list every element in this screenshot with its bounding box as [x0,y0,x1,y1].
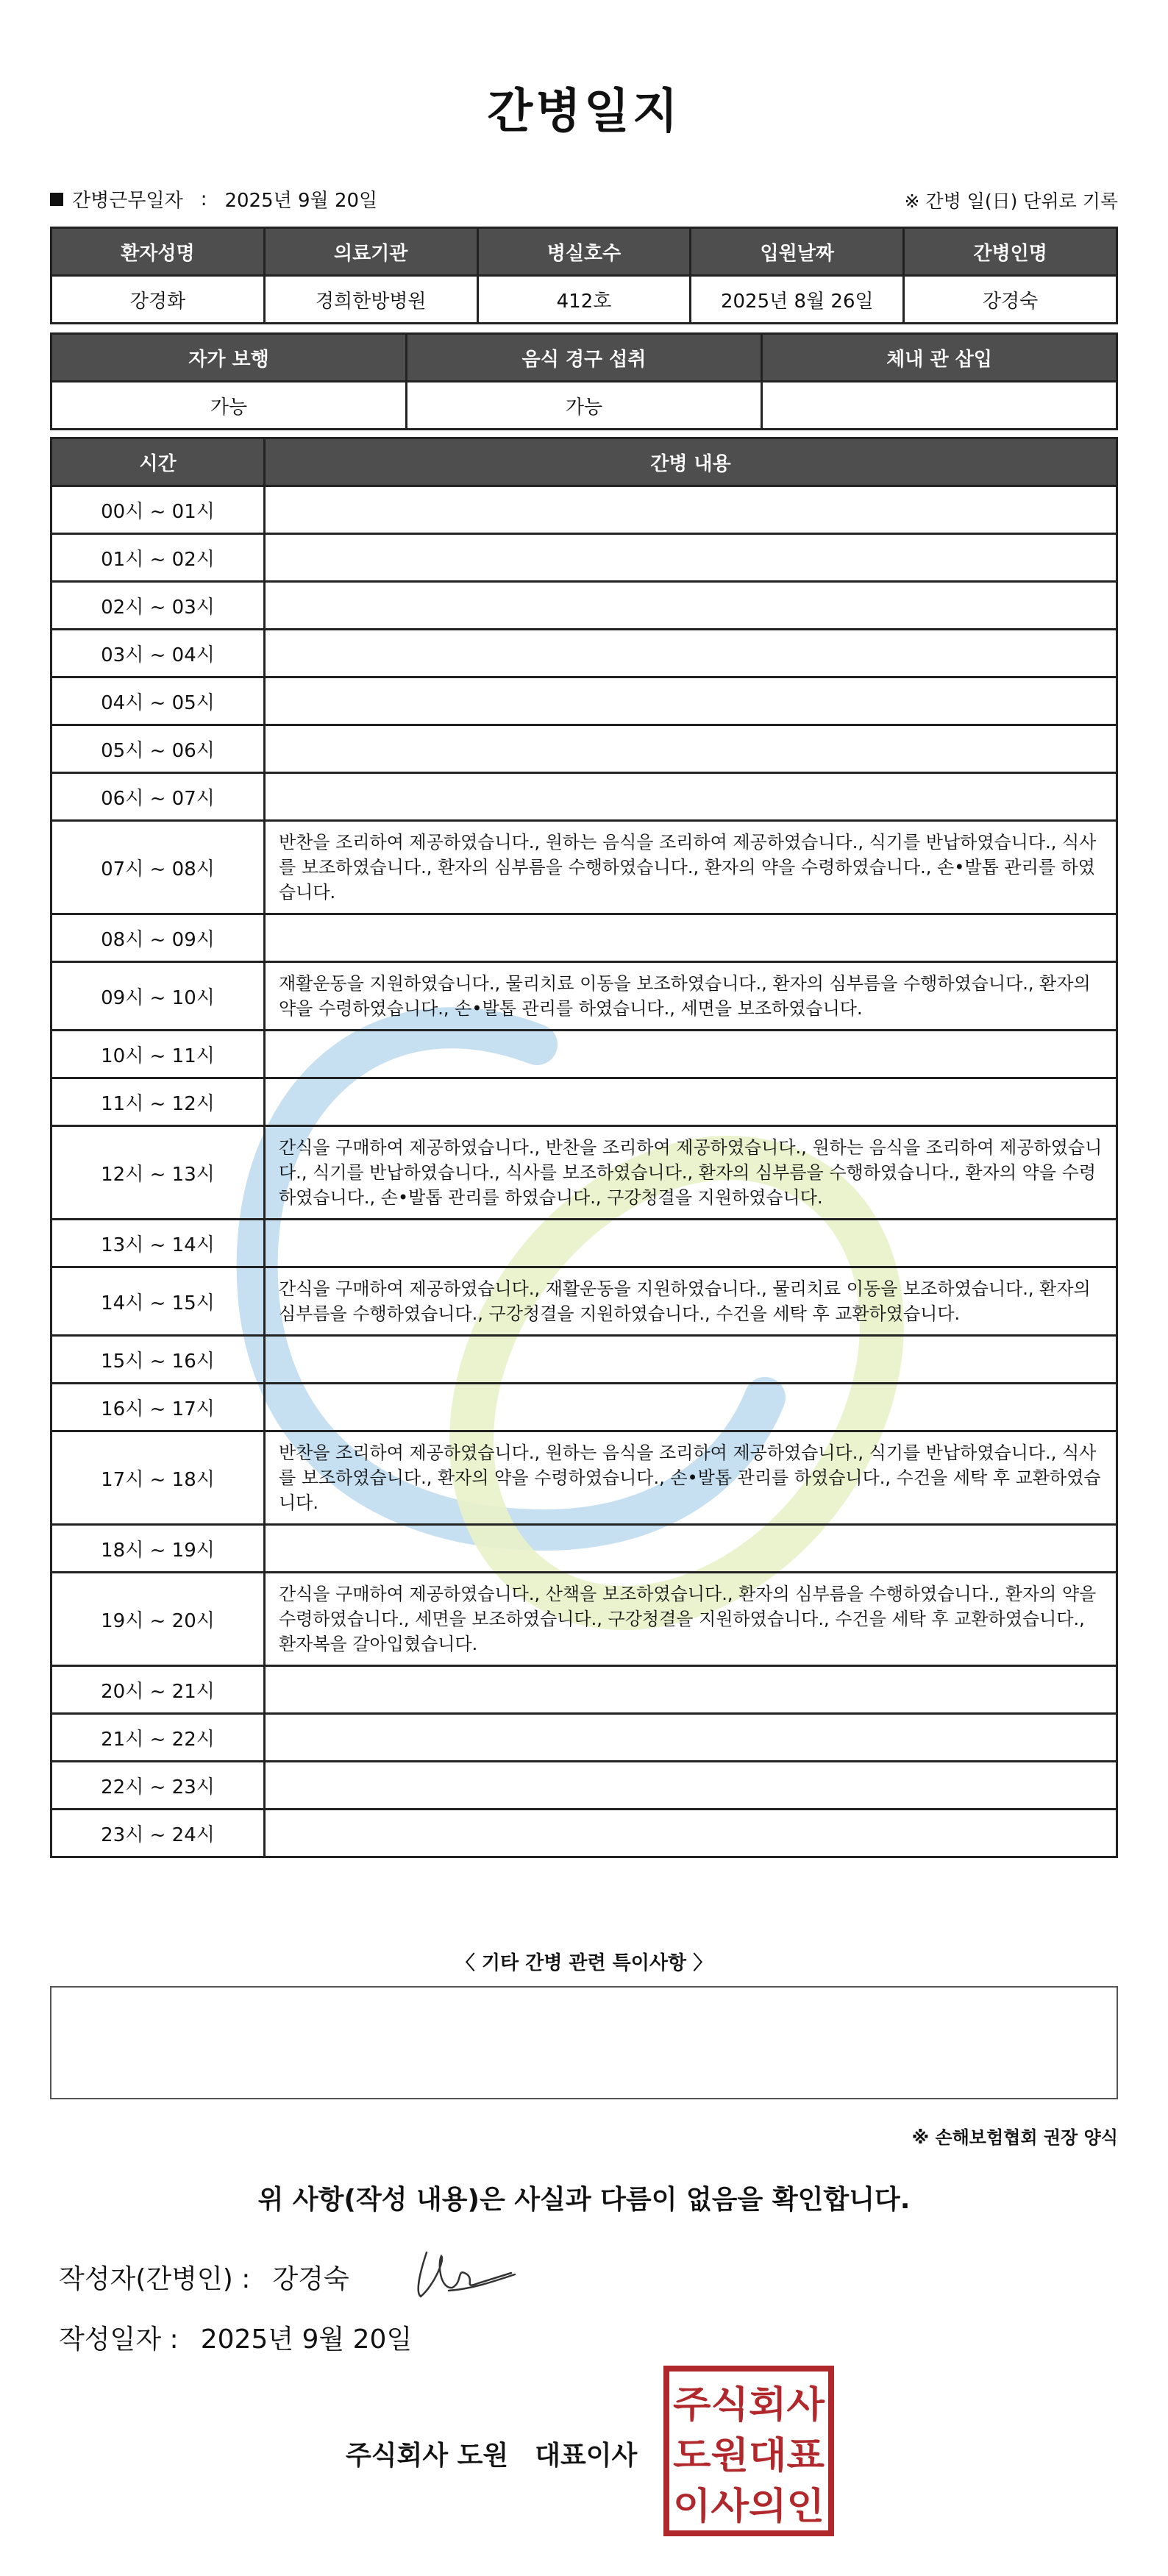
svg-text:이사의인: 이사의인 [673,2485,825,2527]
care-log-row [51,1810,1117,1857]
written-date-label: 작성일자 : [59,2324,179,2355]
writer-line [59,2258,349,2296]
log-content-cell [265,1525,1117,1573]
log-content-cell [265,1336,1117,1384]
log-content-cell: 반찬을 조리하여 제공하였습니다., 원하는 음식을 조리하여 제공하였습니다., 식기를 반납하였습니다., 식사를 보조하였습니다., 환자의 심부름을 수행하였습니다., 환자의 약을 수령하였습니다., 손•발톱 관리를 하였습니다. [265,821,1117,914]
company-line [346,2435,637,2472]
log-time-cell: 13시 ~ 14시 [51,1220,265,1267]
log-content-cell [265,1810,1117,1857]
log-time-cell: 18시 ~ 19시 [51,1525,265,1573]
log-content-cell [265,773,1117,821]
log-content-cell: 간식을 구매하여 제공하였습니다., 산책을 보조하였습니다., 환자의 심부름을 수행하였습니다., 환자의 약을 수령하였습니다., 세면을 보조하였습니다., 구강청결을 지원하였습니다., 수건을 세탁 후 교환하였습니다., 환자복을 갈아입혔습니다. [265,1573,1117,1666]
log-content-cell [265,1220,1117,1267]
care-log-row [51,1525,1117,1573]
log-time-cell: 22시 ~ 23시 [51,1762,265,1810]
care-log-row [51,1384,1117,1431]
svg-text:주식회사: 주식회사 [673,2383,825,2426]
log-time-cell: 23시 ~ 24시 [51,1810,265,1857]
room-number: 412호 [477,276,691,324]
log-content-cell [265,1762,1117,1810]
tube-insertion-value [762,382,1117,430]
care-log-row [51,1573,1117,1666]
care-log-row [51,1336,1117,1384]
log-time-cell: 06시 ~ 07시 [51,773,265,821]
signature-image [412,2245,522,2304]
header-oral-intake: 음식 경구 섭취 [407,334,762,382]
care-log-row [51,1078,1117,1126]
log-time-cell: 16시 ~ 17시 [51,1384,265,1431]
log-content-cell [265,725,1117,773]
form-source-note: ※ 손해보험협회 권장 양식 [911,2127,1118,2148]
care-log-row [51,725,1117,773]
care-log-row [51,1666,1117,1714]
header-room-number: 병실호수 [477,228,691,276]
care-log-row [51,630,1117,677]
confirmation-statement: 위 사항(작성 내용)은 사실과 다름이 없음을 확인합니다. [257,2185,911,2215]
header-self-walking: 자가 보행 [51,334,407,382]
company-seal-stamp [662,2364,836,2538]
log-content-cell: 반찬을 조리하여 제공하였습니다., 원하는 음식을 조리하여 제공하였습니다., 식기를 반납하였습니다., 식사를 보조하였습니다., 환자의 약을 수령하였습니다., 손•발톱 관리를 하였습니다., 수건을 세탁 후 교환하였습니다. [265,1431,1117,1525]
log-time-cell: 17시 ~ 18시 [51,1431,265,1525]
log-time-cell: 11시 ~ 12시 [51,1078,265,1126]
writer-name: 강경숙 [272,2264,349,2294]
writer-label: 작성자(간병인) : [59,2264,251,2294]
care-log-row [51,962,1117,1031]
separator: : [200,188,207,210]
written-date-value: 2025년 9월 20일 [200,2324,413,2355]
admission-date: 2025년 8월 26일 [691,276,904,324]
log-time-cell: 20시 ~ 21시 [51,1666,265,1714]
log-time-cell: 21시 ~ 22시 [51,1714,265,1762]
work-date-value: 2025년 9월 20일 [224,190,378,212]
care-log-row [51,1220,1117,1267]
self-walking-value: 가능 [51,382,407,430]
care-log-row [51,773,1117,821]
log-content-cell [265,1384,1117,1431]
log-content-cell [265,1078,1117,1126]
log-time-cell: 19시 ~ 20시 [51,1573,265,1666]
care-log-row [51,1714,1117,1762]
header-admission-date: 입원날짜 [691,228,904,276]
representative-title: 대표이사 [535,2441,638,2471]
work-date-line [50,185,377,213]
log-time-cell: 08시 ~ 09시 [51,914,265,962]
oral-intake-value: 가능 [407,382,762,430]
log-content-cell [265,1031,1117,1078]
header-medical-institution: 의료기관 [264,228,477,276]
svg-text:도원대표: 도원대표 [673,2434,825,2477]
care-log-row [51,914,1117,962]
care-log-row [51,486,1117,534]
log-time-cell: 09시 ~ 10시 [51,962,265,1031]
special-notes-box [50,1986,1118,2099]
log-time-cell: 07시 ~ 08시 [51,821,265,914]
document-title: 간병일지 [487,85,681,139]
written-date-line [59,2319,412,2356]
log-time-cell: 14시 ~ 15시 [51,1267,265,1336]
log-content-cell [265,534,1117,582]
care-log-row [51,582,1117,630]
special-notes-title: 〈 기타 간병 관련 특이사항 〉 [455,1952,713,1974]
log-content-cell [265,630,1117,677]
log-time-cell: 10시 ~ 11시 [51,1031,265,1078]
log-time-cell: 05시 ~ 06시 [51,725,265,773]
care-log-row [51,1431,1117,1525]
log-time-cell: 04시 ~ 05시 [51,677,265,725]
log-time-cell: 02시 ~ 03시 [51,582,265,630]
log-content-cell: 간식을 구매하여 제공하였습니다., 재활운동을 지원하였습니다., 물리치료 이동을 보조하였습니다., 환자의 심부름을 수행하였습니다., 구강청결을 지원하였습니다., 수건을 세탁 후 교환하였습니다. [265,1267,1117,1336]
care-log-row [51,821,1117,914]
log-time-cell: 00시 ~ 01시 [51,486,265,534]
log-content-cell [265,1666,1117,1714]
log-content-cell [265,582,1117,630]
company-name: 주식회사 도원 [346,2441,509,2471]
bullet-square-icon [50,193,63,206]
record-unit-note: ※ 간병 일(日) 단위로 기록 [904,191,1118,212]
log-content-cell [265,677,1117,725]
patient-name: 강경화 [51,276,265,324]
medical-institution: 경희한방병원 [264,276,477,324]
care-log-row [51,677,1117,725]
header-caregiver-name: 간병인명 [904,228,1117,276]
log-time-cell: 12시 ~ 13시 [51,1126,265,1220]
header-time: 시간 [51,438,265,486]
log-content-cell [265,486,1117,534]
care-log-table [50,437,1118,1858]
care-log-row [51,1126,1117,1220]
header-care-content: 간병 내용 [265,438,1117,486]
log-content-cell [265,1714,1117,1762]
header-patient-name: 환자성명 [51,228,265,276]
log-content-cell [265,914,1117,962]
log-content-cell: 재활운동을 지원하였습니다., 물리치료 이동을 보조하였습니다., 환자의 심부름을 수행하였습니다., 환자의 약을 수령하였습니다., 손•발톱 관리를 하였습니다., 세면을 보조하였습니다. [265,962,1117,1031]
work-date-label: 간병근무일자 [72,190,183,212]
patient-info-table [50,227,1118,324]
care-log-row [51,1031,1117,1078]
care-log-row [51,1267,1117,1336]
log-time-cell: 03시 ~ 04시 [51,630,265,677]
care-log-rows [51,486,1117,1857]
care-log-row [51,534,1117,582]
care-log-row [51,1762,1117,1810]
caregiver-name: 강경숙 [904,276,1117,324]
patient-status-table [50,332,1118,430]
log-time-cell: 01시 ~ 02시 [51,534,265,582]
log-time-cell: 15시 ~ 16시 [51,1336,265,1384]
log-content-cell: 간식을 구매하여 제공하였습니다., 반찬을 조리하여 제공하였습니다., 원하는 음식을 조리하여 제공하였습니다., 식기를 반납하였습니다., 식사를 보조하였습니다., 환자의 심부름을 수행하였습니다., 환자의 약을 수령하였습니다., 손•발톱 관리를 하였습니다., 구강청결을 지원하였습니다. [265,1126,1117,1220]
header-tube-insertion: 체내 관 삽입 [762,334,1117,382]
